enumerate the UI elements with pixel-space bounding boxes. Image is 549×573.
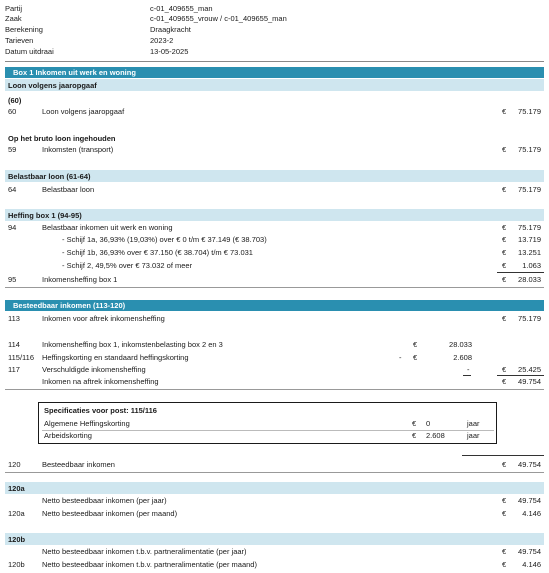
table-row xyxy=(0,314,549,324)
table-row xyxy=(0,248,549,258)
row-description: Verschuldigde inkomensheffing xyxy=(42,365,146,374)
row-currency: € xyxy=(502,145,507,154)
row-amount: 49.754 xyxy=(518,460,541,469)
spec-currency: € xyxy=(412,431,417,440)
row-currency: € xyxy=(502,223,507,232)
row-amount: 13.251 xyxy=(518,248,541,257)
subsection-band-120a xyxy=(5,482,544,494)
spec-amount: 0 xyxy=(426,419,431,428)
subsection-title-120a: 120a xyxy=(8,484,25,493)
row-code: 120b xyxy=(8,560,25,569)
row-sign: - xyxy=(399,353,402,362)
header-label-datum: Datum uitdraai xyxy=(5,47,54,56)
row-amount: 1.063 xyxy=(522,261,541,270)
table-row xyxy=(0,353,549,363)
specification-box xyxy=(38,402,497,444)
row-amount: 49.754 xyxy=(518,496,541,505)
row-description: Netto besteedbaar inkomen (per jaar) xyxy=(42,496,167,505)
table-row xyxy=(0,275,549,285)
row-code: 113 xyxy=(8,314,20,323)
row-code: 117 xyxy=(8,365,20,374)
row-description: Heffingskorting en standaard heffingskorting xyxy=(42,353,189,362)
row-description: Inkomen na aftrek inkomensheffing xyxy=(42,377,159,386)
row-amount: 49.754 xyxy=(518,547,541,556)
row-amount: 25.425 xyxy=(518,365,541,374)
table-row xyxy=(0,340,549,350)
spec-label: Arbeidskorting xyxy=(44,431,92,440)
subsection-title-120b: 120b xyxy=(8,535,26,544)
row-currency: € xyxy=(502,261,507,270)
row-currency: € xyxy=(502,460,507,469)
row-code: 115/116 xyxy=(8,353,34,362)
sum-line xyxy=(497,375,544,376)
row-currency: € xyxy=(502,560,507,569)
header-value-zaak: c-01_409655_vrouw / c-01_409655_man xyxy=(150,14,287,23)
header-value-datum: 13-05-2025 xyxy=(150,47,189,56)
sum-line xyxy=(462,455,544,456)
row-divider xyxy=(5,389,544,390)
row-amount: 75.179 xyxy=(518,223,541,232)
row-description: - Schijf 2, 49,5% over € 73.032 of meer xyxy=(62,261,193,270)
row-amount: 75.179 xyxy=(518,107,541,116)
row-currency: € xyxy=(502,275,507,284)
table-row xyxy=(0,145,549,155)
table-row xyxy=(0,509,549,519)
header-value-partij: c-01_409655_man xyxy=(150,4,213,13)
header-label-partij: Partij xyxy=(5,4,23,13)
row-amount: 4.146 xyxy=(522,560,541,569)
row-description: Netto besteedbaar inkomen t.b.v. partneralimentatie (per maand) xyxy=(42,560,257,569)
table-row xyxy=(0,223,549,233)
row-description: Besteedbaar inkomen xyxy=(42,460,115,469)
table-row xyxy=(0,185,549,195)
header-label-berekening: Berekening xyxy=(5,25,43,34)
row-description: Loon volgens jaaropgaaf xyxy=(42,107,125,116)
row-description: Belastbaar loon xyxy=(42,185,95,194)
spec-currency: € xyxy=(412,419,417,428)
subsection-title-heffing: Heffing box 1 (94-95) xyxy=(8,211,82,220)
row-currency: € xyxy=(502,107,507,116)
row-code: 94 xyxy=(8,223,17,232)
row-currency: € xyxy=(502,496,507,505)
subsection-band-120b xyxy=(5,533,544,545)
row-currency: € xyxy=(502,235,507,244)
row-description: Inkomensheffing box 1 xyxy=(42,275,118,284)
row-code: 120 xyxy=(8,460,21,469)
row-description: - Schijf 1a, 36,93% (19,03%) over € 0 t/m € 37.149 (€ 38.703) xyxy=(62,235,267,244)
row-code: 114 xyxy=(8,340,20,349)
row-divider xyxy=(5,472,544,473)
row-sub-amount: 2.608 xyxy=(453,353,472,362)
row-minus: - xyxy=(467,365,470,374)
row-description: - Schijf 1b, 36,93% over € 37.150 (€ 38.704) t/m € 73.031 xyxy=(62,248,253,257)
row-divider xyxy=(5,287,544,288)
row-currency: € xyxy=(502,185,507,194)
header-label-zaak: Zaak xyxy=(5,14,22,23)
header-divider xyxy=(5,61,544,62)
row-currency: € xyxy=(502,248,507,257)
table-row xyxy=(0,377,549,387)
table-row xyxy=(0,560,549,570)
section-band-box1 xyxy=(5,67,544,78)
row-amount: 4.146 xyxy=(522,509,541,518)
loon-code-label: (60) xyxy=(8,96,22,105)
row-sub-amount: 28.033 xyxy=(449,340,472,349)
row-description: Inkomsten (transport) xyxy=(42,145,114,154)
row-description: Belastbaar inkomen uit werk en woning xyxy=(42,223,173,232)
row-amount: 75.179 xyxy=(518,145,541,154)
row-currency: € xyxy=(502,314,507,323)
header-label-tarieven: Tarieven xyxy=(5,36,34,45)
table-row xyxy=(0,365,549,375)
row-code: 59 xyxy=(8,145,17,154)
row-description: Netto besteedbaar inkomen (per maand) xyxy=(42,509,178,518)
row-sub-currency: € xyxy=(413,340,418,349)
section-title-besteedbaar: Besteedbaar inkomen (113-120) xyxy=(13,301,126,310)
section-band-besteedbaar xyxy=(5,300,544,311)
row-sub-currency: € xyxy=(413,353,418,362)
spec-amount: 2.608 xyxy=(426,431,445,440)
row-amount: 75.179 xyxy=(518,185,541,194)
subsection-title-loon: Loon volgens jaaropgaaf xyxy=(8,81,97,90)
header-value-tarieven: 2023-2 xyxy=(150,36,174,45)
row-currency: € xyxy=(502,547,507,556)
section-title-box1: Box 1 Inkomen uit werk en woning xyxy=(13,68,136,77)
table-row xyxy=(0,496,549,506)
table-row xyxy=(0,107,549,117)
table-row xyxy=(0,235,549,245)
minus-underline xyxy=(463,375,471,376)
row-currency: € xyxy=(502,509,507,518)
sum-line xyxy=(497,272,544,273)
spec-unit: jaar xyxy=(467,419,480,428)
specification-title: Specificaties voor post: 115/116 xyxy=(44,406,157,415)
row-description: Inkomensheffing box 1, inkomstenbelasting box 2 en 3 xyxy=(42,340,223,349)
row-description: Netto besteedbaar inkomen t.b.v. partneralimentatie (per jaar) xyxy=(42,547,247,556)
row-code: 64 xyxy=(8,185,17,194)
row-description: Inkomen voor aftrek inkomensheffing xyxy=(42,314,165,323)
table-row xyxy=(0,547,549,557)
row-code: 120a xyxy=(8,509,25,518)
spec-label: Algemene Heffingskorting xyxy=(44,419,130,428)
header-value-berekening: Draagkracht xyxy=(150,25,191,34)
row-currency: € xyxy=(502,365,507,374)
row-amount: 49.754 xyxy=(518,377,541,386)
spec-unit: jaar xyxy=(467,431,480,440)
subsection-title-belastbaar: Belastbaar loon (61-64) xyxy=(8,172,91,181)
subsection-band-heffing xyxy=(5,209,544,221)
table-row xyxy=(0,261,549,271)
row-amount: 13.719 xyxy=(518,235,541,244)
row-code: 60 xyxy=(8,107,17,116)
subsection-title-ingehouden: Op het bruto loon ingehouden xyxy=(8,134,116,143)
row-amount: 75.179 xyxy=(518,314,541,323)
row-amount: 28.033 xyxy=(518,275,541,284)
row-currency: € xyxy=(502,377,507,386)
row-code: 95 xyxy=(8,275,17,284)
table-row xyxy=(0,460,549,470)
